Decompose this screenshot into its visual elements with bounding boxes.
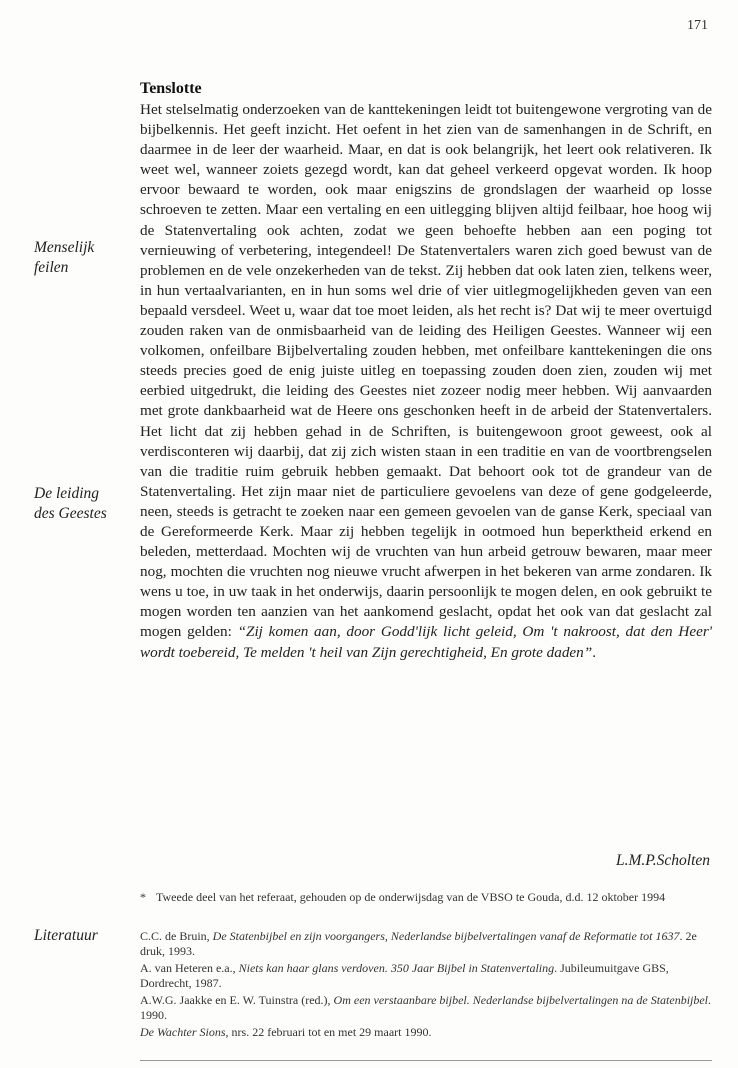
poem-quote: “Zij komen aan, door Godd'lijk licht geleid, Om 't nakroost, dat den Heer' wordt toebereid, Te melden 't heil van Zijn gerechtigheid, En grote daden” — [140, 623, 712, 661]
footnote-marker: * — [140, 890, 146, 904]
margin-note-menselijk-feilen — [34, 238, 94, 278]
body-paragraph — [140, 100, 712, 663]
margin-note-literatuur: Literatuur — [34, 927, 98, 944]
body-text: Het stelselmatig onderzoeken van de kanttekeningen leidt tot buitengewone vergroting van de bijbelkennis. Het geeft inzicht. Het oefent in het zien van de samenhangen in de Schrift, en daarmee in de leer der waarheid. Maar, en dat is ook belangrijk, het leert ook relativeren. Ik weet wel, wanneer zoiets gezegd wordt, kan dat geheel verkeerd opgevat worden. Ik hoop ervoor bewaard te worden, ook maar enigszins de grondslagen der waarheid op losse schroeven te zetten. Maar een vertaling en een uitlegging blijven altijd feilbaar, hoe hoog wij de Statenvertaling ook achten, zodat we geen behoefte hebben aan een poging tot vernieuwing of verbetering, integendeel! De Statenvertalers waren zich goed bewust van de problemen en de vele onzekerheden van de tekst. Zij hebben dat ook laten zien, telkens weer, in hun vertaalvarianten, en in hun soms wel drie of vier uitlegmogelijkheden geven van een bepaald versdeel. Weet u, waar dat toe moet leiden, als het recht is? Dat wij te meer overtuigd zouden raken van de onmisbaarheid van de leiding des Heiligen Geestes. Wanneer wij een volkomen, onfeilbare Bijbelvertaling zouden hebben, met onfeilbare kanttekeningen die ons steeds precies goed de enig juiste uitleg en toepassing zouden doen zien, zouden wij met eerbied uitgedrukt, die leiding des Geestes niet zozeer nodig meer hebben. Wij aanvaarden met grote dankbaarheid wat de Heere ons geschonken heeft in de arbeid der Statenvertalers. Het licht dat zij hebben gehad in de Schriften, is buitengewoon groot geweest, ook al verdisconteren wij daarbij, dat zij zich wisten staan in een traditie en van de voortbrengselen van die traditie ruim gebruik hebben gemaakt. Dat behoort ook tot de grandeur van de Statenvertaling. Het zijn maar niet de particuliere gevoelens van deze of gene godgeleerde, neen, steeds is getracht te zoeken naar een gemeen gevoelen van de ganse Kerk, speciaal van de Gereformeerde Kerk. Maar zij hebben tegelijk in ootmoed hun beperktheid erkend en beleden, metterdaad. Mochten wij de vruchten van hun arbeid getrouw bewaren, maar meer nog, mochten die vruchten nog nieuwe vrucht afwerpen in het bekeren van arme zondaren. Ik wens u toe, in uw taak in het onderwijs, daarin persoonlijk te mogen delen, en ook gebruikt te mogen worden ten aanzien van het aankomend geslacht, opdat het ook van dat geslacht zal mogen gelden: — [140, 101, 712, 641]
page-number: 171 — [687, 18, 708, 33]
author-signature: L.M.P.Scholten — [616, 852, 710, 869]
reference-details: , nrs. 22 februari tot en met 29 maart 1990. — [225, 1025, 432, 1039]
reference-title: Om een verstaanbare bijbel. Nederlandse bijbelvertalingen na de Statenbijbel — [333, 993, 709, 1007]
reference-item — [140, 993, 712, 1023]
margin-note-line: De leiding — [34, 485, 99, 502]
margin-note-leiding-geestes — [34, 484, 107, 524]
bottom-rule — [140, 1060, 712, 1061]
margin-note-line: feilen — [34, 259, 69, 276]
reference-title: Niets kan haar glans verdoven. 350 Jaar Bijbel in Statenvertaling — [238, 961, 555, 975]
reference-authors: C.C. de Bruin, — [140, 929, 213, 943]
margin-note-line: des Geestes — [34, 505, 107, 522]
body-end: . — [592, 643, 596, 661]
reference-item — [140, 929, 712, 959]
reference-title: De Wachter Sions — [140, 1025, 226, 1039]
reference-list — [140, 929, 712, 1042]
reference-title: De Statenbijbel en zijn voorgangers, Nederlandse bijbelvertalingen vanaf de Reformatie tot 1637 — [212, 929, 680, 943]
reference-item — [140, 1025, 712, 1040]
section-heading: Tenslotte — [140, 80, 202, 97]
reference-authors: A. van Heteren e.a., — [140, 961, 239, 975]
reference-item — [140, 961, 712, 991]
reference-authors: A.W.G. Jaakke en E. W. Tuinstra (red.), — [140, 993, 334, 1007]
reference-details: . Jubileumuitgave GBS, Dordrecht, 1987. — [140, 961, 669, 990]
reference-details: . 1990. — [140, 993, 712, 1022]
footnote-text: Tweede deel van het referaat, gehouden op de onderwijsdag van de VBSO te Gouda, d.d. 12 oktober 1994 — [156, 890, 666, 904]
footnote — [140, 890, 712, 905]
reference-details: . 2e druk, 1993. — [140, 929, 697, 958]
margin-note-line: Menselijk — [34, 239, 95, 256]
